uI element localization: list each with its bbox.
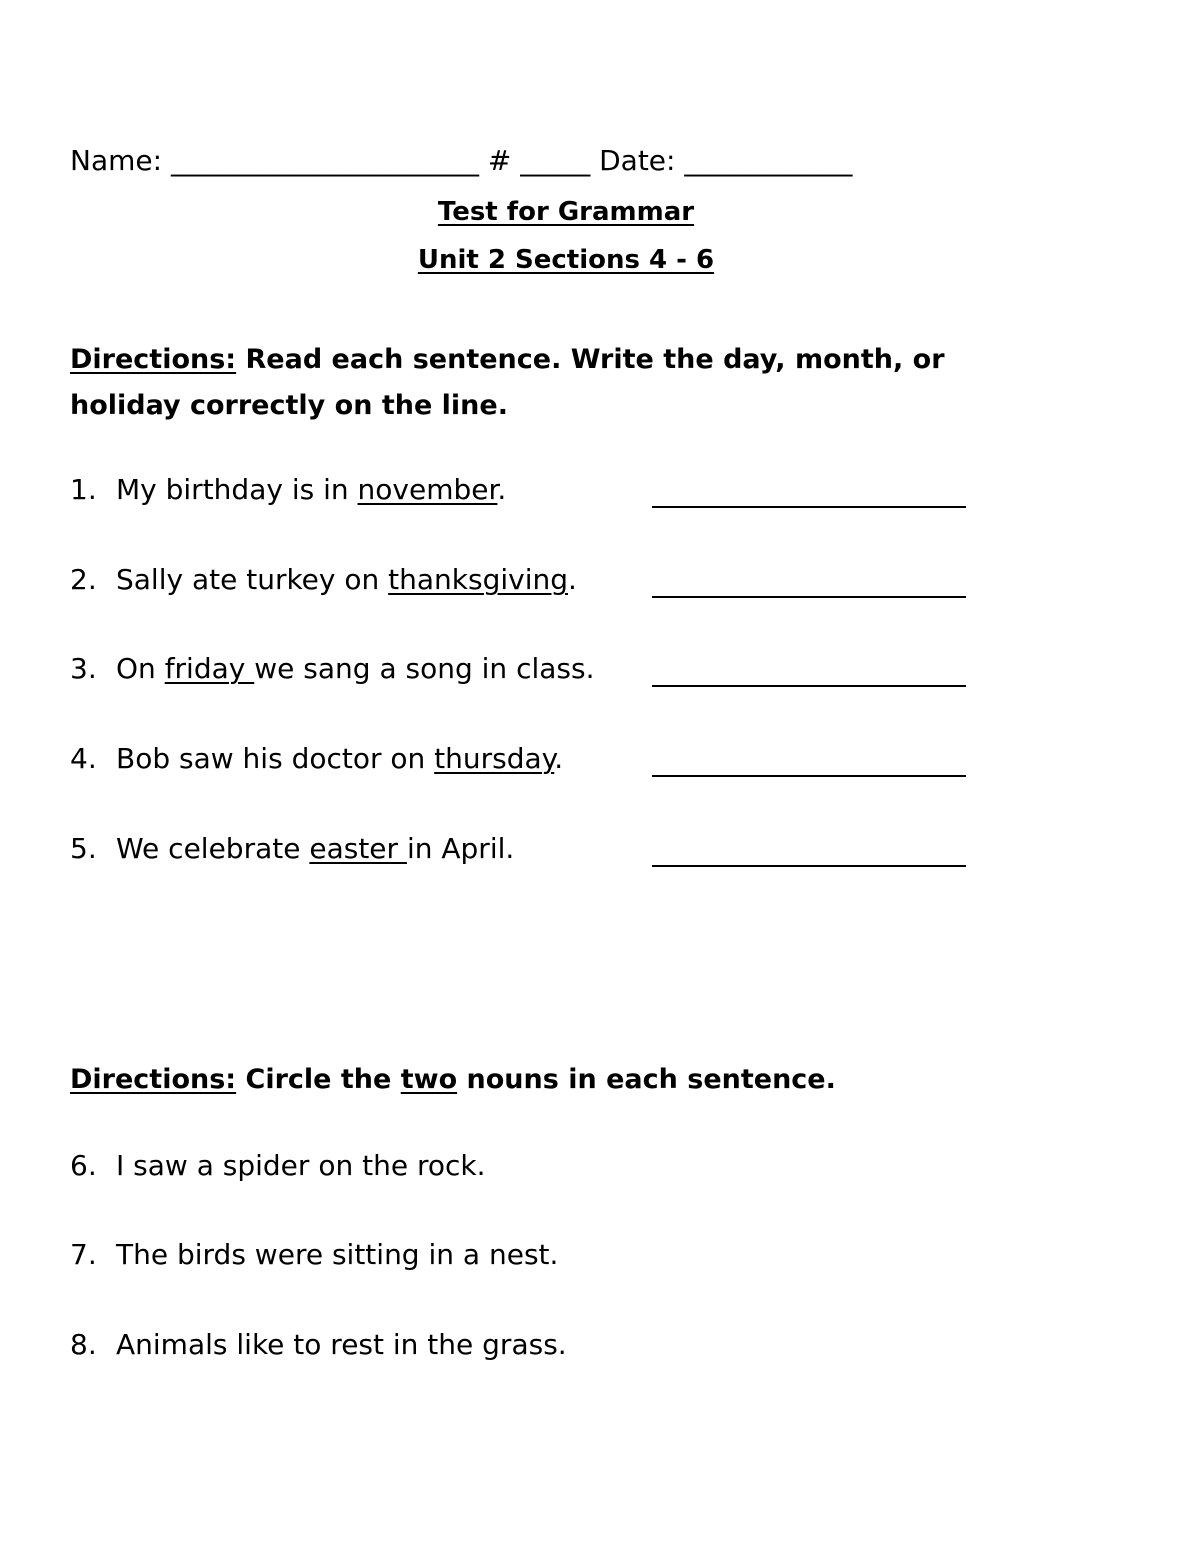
answer-line-2[interactable] [652, 596, 966, 598]
question-text: My birthday is in [116, 473, 358, 506]
question-4 [70, 742, 563, 775]
question-text: We celebrate [116, 832, 310, 865]
directions-label: Directions: [70, 344, 237, 375]
directions-section-1 [70, 337, 970, 429]
question-number: 4. [70, 742, 97, 775]
answer-line-4[interactable] [652, 775, 966, 777]
question-5 [70, 832, 514, 865]
question-number: 8. [70, 1328, 97, 1361]
question-number: 3. [70, 652, 97, 685]
question-text-end: . [568, 563, 577, 596]
directions-label: Directions: [70, 1064, 237, 1095]
question-2 [70, 563, 577, 596]
question-text[interactable]: I saw a spider on the rock. [116, 1149, 486, 1182]
question-number: 5. [70, 832, 97, 865]
underlined-word: thursday [434, 742, 555, 775]
question-text-end: we sang a song in class. [254, 652, 595, 685]
question-3 [70, 652, 594, 685]
directions-text: Circle the [236, 1064, 401, 1095]
question-text: Sally ate turkey on [116, 563, 389, 596]
underlined-word: thanksgiving [388, 563, 569, 596]
question-text-end: . [497, 473, 507, 506]
question-text: Bob saw his doctor on [116, 742, 435, 775]
question-number: 1. [70, 473, 97, 506]
underlined-word: friday [164, 652, 255, 685]
question-text[interactable]: The birds were sitting in a nest. [116, 1238, 559, 1271]
directions-emphasis: two [400, 1064, 458, 1095]
question-1 [70, 473, 506, 506]
question-text-end: . [554, 742, 564, 775]
question-7[interactable] [70, 1238, 558, 1271]
name-number-date-line: Name: ______________________ # _____ Date: ____________ [70, 144, 853, 177]
test-subtitle: Unit 2 Sections 4 - 6 [417, 245, 715, 275]
question-8[interactable] [70, 1328, 567, 1361]
test-title: Test for Grammar [437, 197, 695, 227]
question-text-end: in April. [406, 832, 515, 865]
question-number: 6. [70, 1149, 97, 1182]
question-text: On [116, 652, 165, 685]
answer-line-1[interactable] [652, 506, 966, 508]
directions-section-2 [70, 1057, 970, 1103]
directions-text: Read each sentence. Write the day, month, or holiday correctly on the line. [70, 344, 945, 421]
directions-text-end: nouns in each sentence. [457, 1064, 836, 1095]
underlined-word: november [357, 473, 498, 506]
question-text[interactable]: Animals like to rest in the grass. [116, 1328, 567, 1361]
underlined-word: easter [309, 832, 407, 865]
answer-line-3[interactable] [652, 685, 966, 687]
question-number: 7. [70, 1238, 97, 1271]
question-6[interactable] [70, 1149, 485, 1182]
question-number: 2. [70, 563, 97, 596]
answer-line-5[interactable] [652, 865, 966, 867]
